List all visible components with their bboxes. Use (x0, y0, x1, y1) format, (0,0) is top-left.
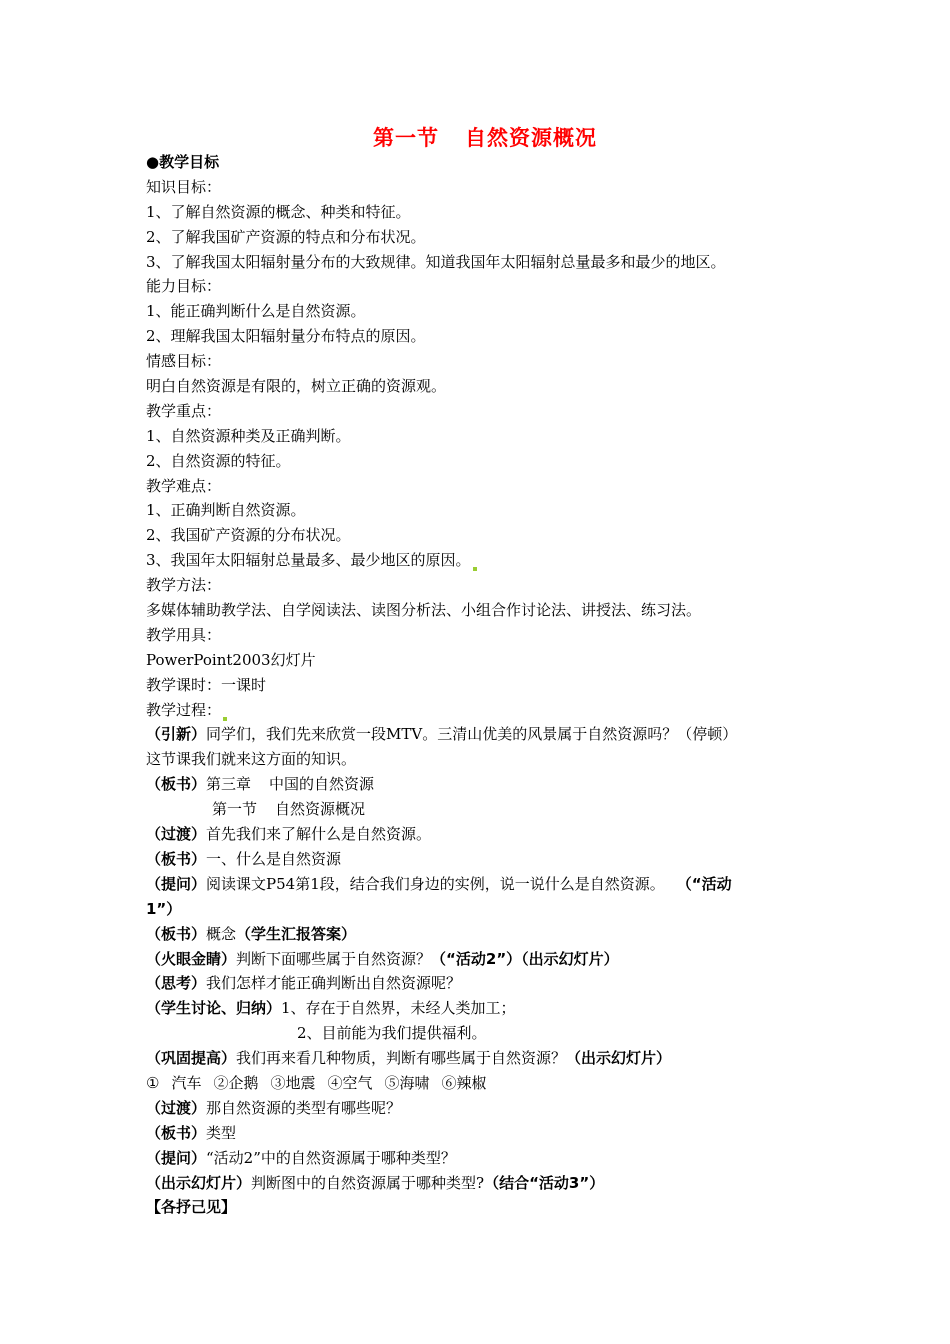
tools-text: PowerPoint2003幻灯片 (146, 650, 316, 669)
difficulties-item: 2、我国矿产资源的分布状况。 (146, 526, 351, 545)
keypoints-label: 教学重点： (146, 401, 222, 420)
difficulties-item: 3、我国年太阳辐射总量最多、最少地区的原因。 (146, 548, 826, 573)
question-line: （提问）“活动2”中的自然资源属于哪种类型？ (146, 1148, 456, 1167)
knowledge-label: 知识目标： (146, 177, 222, 196)
slide-line: （出示幻灯片）判断图中的自然资源属于哪种类型?（结合“活动3”） (146, 1173, 605, 1192)
intro-tag: （引新） (146, 725, 207, 744)
mark-dot (223, 717, 227, 721)
emotion-text: 明白自然资源是有限的，树立正确的资源观。 (146, 377, 447, 396)
consolidate-line: （巩固提高）我们再来看几种物质，判断有哪些属于自然资源？（出示幻灯片） (146, 1049, 672, 1068)
discussion-line-2: 2、目前能为我们提供福利。 (297, 1024, 487, 1043)
think-line: （思考）我们怎样才能正确判断出自然资源呢？ (146, 974, 462, 993)
intro-line (146, 722, 826, 747)
discussion-line: （学生讨论、归纳）1、存在于自然界，未经人类加工； (146, 999, 516, 1018)
options-line: ① 汽车 ②企鹅 ③地震 ④空气 ⑤海啸 ⑥辣椒 (146, 1073, 487, 1092)
knowledge-item: 1、了解自然资源的概念、种类和特征。 (146, 202, 411, 221)
eye-line: （火眼金睛）判断下面哪些属于自然资源？（“活动2”）（出示幻灯片） (146, 949, 619, 968)
intro-line-2: 这节课我们就来这方面的知识。 (146, 750, 357, 769)
board-line-2: 第一节 自然资源概况 (212, 800, 366, 819)
keypoints-item: 2、自然资源的特征。 (146, 451, 291, 470)
mark-dot (473, 567, 477, 571)
methods-text: 多媒体辅助教学法、自学阅读法、读图分析法、小组合作讨论法、讲授法、练习法。 (146, 601, 702, 620)
document-body (146, 150, 826, 1220)
question-line-2: 1”） (146, 899, 182, 918)
page-title (0, 122, 950, 152)
title-topic: 自然资源概况 (465, 126, 597, 150)
goals-heading: ●教学目标 (146, 153, 220, 171)
process-label: 教学过程： (146, 698, 826, 723)
board-line: （板书）第三章 中国的自然资源 (146, 775, 375, 794)
transition-line: （过渡）那自然资源的类型有哪些呢？ (146, 1098, 402, 1117)
intro-text: 同学们，我们先来欣赏一段MTV。三清山优美的风景属于自然资源吗？（停顿） (206, 725, 738, 744)
emotion-label: 情感目标： (146, 352, 222, 371)
period-text: 教学课时：一课时 (146, 675, 267, 694)
ability-item: 2、理解我国太阳辐射量分布特点的原因。 (146, 327, 426, 346)
difficulties-item: 1、正确判断自然资源。 (146, 501, 306, 520)
difficulties-label: 教学难点： (146, 476, 222, 495)
board-line: （板书）概念（学生汇报答案） (146, 924, 357, 943)
ability-item: 1、能正确判断什么是自然资源。 (146, 302, 366, 321)
knowledge-item: 2、了解我国矿产资源的特点和分布状况。 (146, 227, 426, 246)
tools-label: 教学用具： (146, 625, 222, 644)
transition-line: （过渡）首先我们来了解什么是自然资源。 (146, 825, 432, 844)
board-tag: （板书） (146, 775, 207, 794)
methods-label: 教学方法： (146, 576, 222, 595)
ability-label: 能力目标： (146, 277, 222, 296)
title-section: 第一节 (373, 126, 439, 150)
board-line: （板书）类型 (146, 1123, 237, 1142)
question-line: （提问）阅读课文P54第1段，结合我们身边的实例，说一说什么是自然资源。 （“活动 (146, 874, 732, 893)
knowledge-item: 3、了解我国太阳辐射量分布的大致规律。知道我国年太阳辐射总量最多和最少的地区。 (146, 252, 726, 271)
keypoints-item: 1、自然资源种类及正确判断。 (146, 426, 351, 445)
board-line: （板书）一、什么是自然资源 (146, 849, 342, 868)
views-heading: 【各抒己见】 (146, 1198, 237, 1217)
